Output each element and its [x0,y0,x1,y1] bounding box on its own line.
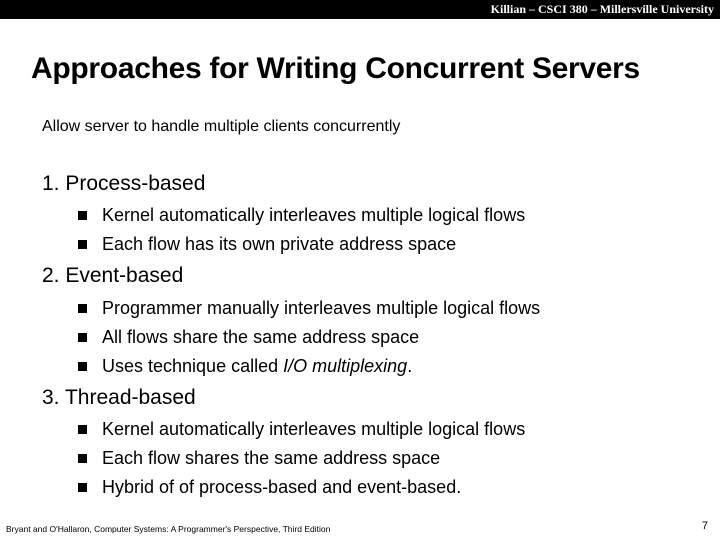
list-item [78,230,525,259]
footer-citation: Bryant and O'Hallaron, Computer Systems: A Programmer's Perspective, Third Edition [6,524,331,534]
bullet-text: All flows share the same address space [102,327,420,347]
square-bullet-icon [78,304,87,313]
process-based-bullet-list [78,201,525,259]
square-bullet-icon [78,362,87,371]
list-item [78,201,525,230]
bullet-text: Kernel automatically interleaves multiple logical flows [102,419,526,439]
section-heading-process-based: 1. Process-based [42,172,206,195]
bullet-text: Programmer manually interleaves multiple logical flows [102,298,541,318]
list-item [78,415,525,444]
square-bullet-icon [78,240,87,249]
bullet-text: Uses technique called [102,356,279,376]
emphasis-text: I/O multiplexing [283,356,408,376]
header-text: Killian – CSCI 380 – Millersville University [490,2,714,16]
list-item [78,323,540,352]
bullet-text: Kernel automatically interleaves multiple logical flows [102,205,526,225]
bullet-text: Each flow shares the same address space [102,448,441,468]
list-item [78,473,525,502]
bullet-text: Each flow has its own private address space [102,234,457,254]
list-item [78,444,525,473]
header-bar [0,0,720,19]
square-bullet-icon [78,211,87,220]
list-item [78,352,540,381]
bullet-suffix: . [407,356,413,376]
intro-text: Allow server to handle multiple clients concurrently [42,118,401,135]
page-number: 7 [701,520,708,532]
list-item [78,294,540,323]
thread-based-bullet-list [78,415,525,502]
section-heading-thread-based: 3. Thread-based [42,386,196,409]
event-based-bullet-list [78,294,540,381]
square-bullet-icon [78,425,87,434]
slide-title: Approaches for Writing Concurrent Servers [31,52,640,85]
section-heading-event-based: 2. Event-based [42,264,184,287]
square-bullet-icon [78,333,87,342]
square-bullet-icon [78,454,87,463]
square-bullet-icon [78,483,87,492]
bullet-text: Hybrid of of process-based and event-based. [102,477,462,497]
